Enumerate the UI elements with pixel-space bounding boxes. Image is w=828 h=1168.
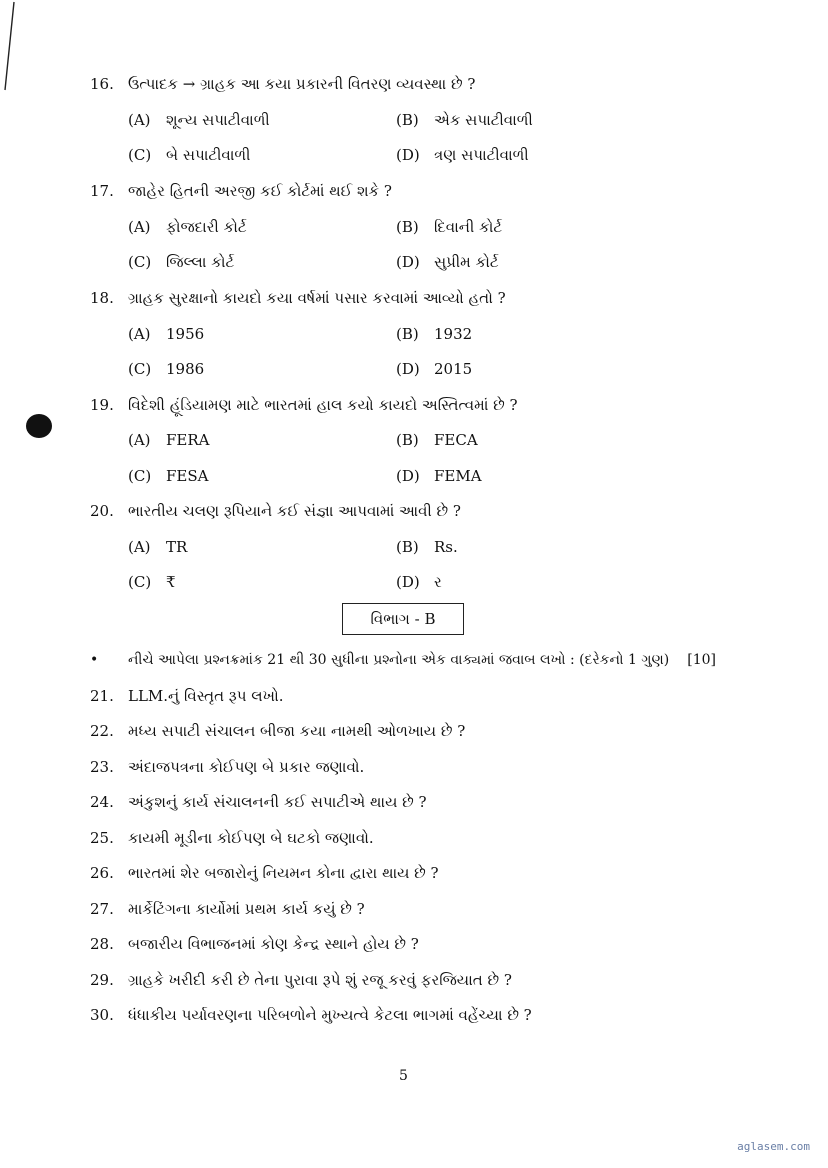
question-27 [90, 899, 730, 919]
option-label: (A) [128, 325, 151, 343]
option-label: (C) [128, 146, 152, 164]
option-text: TR [166, 538, 188, 556]
option-text: બે સપાટીવાળી [166, 146, 251, 164]
question-text: જાહેર હિતની અરજી કઈ કોર્ટમાં થઈ શકે ? [128, 182, 392, 200]
question-number: 26. [90, 864, 114, 882]
option-label: (C) [128, 467, 152, 485]
question-number: 23. [90, 758, 114, 776]
option-text: દિવાની કોર્ટ [434, 218, 503, 236]
question-number: 29. [90, 971, 114, 989]
option-text: ત્રણ સપાટીવાળી [434, 146, 529, 164]
option-text: 1932 [434, 325, 473, 343]
question-23 [90, 757, 730, 777]
question-26 [90, 863, 730, 883]
question-text: ઉત્પાદક → ગ્રાહક આ કયા પ્રકારની વિતરણ વ્યવસ્થા છે ? [128, 75, 476, 93]
question-text: વિદેશી હૂંડિયામણ માટે ભારતમાં હાલ કયો કાયદો અસ્તિત્વમાં છે ? [128, 396, 518, 414]
option-label: (A) [128, 111, 151, 129]
option-16-a [128, 110, 270, 130]
question-number: 24. [90, 793, 114, 811]
option-text: સુપ્રીમ કોર્ટ [434, 253, 499, 271]
option-text: FEMA [434, 467, 482, 485]
question-number: 30. [90, 1006, 114, 1024]
question-30 [90, 1005, 730, 1025]
question-18 [90, 288, 730, 308]
question-text: કાયમી મૂડીના કોઈપણ બે ઘટકો જણાવો. [128, 829, 374, 847]
option-17-c [128, 252, 234, 272]
option-label: (B) [396, 431, 419, 449]
option-label: (C) [128, 573, 152, 591]
option-18-c [128, 359, 204, 379]
question-22 [90, 721, 730, 741]
question-text: માર્કેટિંગના કાર્યોમાં પ્રથમ કાર્ય કયું છે ? [128, 900, 365, 918]
question-text: અંકુશનું કાર્ય સંચાલનની કઈ સપાટીએ થાય છે ? [128, 793, 427, 811]
question-number: 20. [90, 502, 114, 520]
option-text: શૂન્ય સપાટીવાળી [166, 111, 270, 129]
option-17-b [396, 217, 502, 237]
question-number: 25. [90, 829, 114, 847]
question-number: 18. [90, 289, 114, 307]
question-20 [90, 501, 730, 521]
instruction-text: નીચે આપેલા પ્રશ્નક્રમાંક 21 થી 30 સુધીના પ્રશ્નોના એક વાક્યમાં જવાબ લખો : (દરેકનો 1 ગુણ) [128, 652, 670, 668]
question-number: 16. [90, 75, 114, 93]
question-number: 17. [90, 182, 114, 200]
option-label: (D) [396, 360, 420, 378]
question-text: ભારતીય ચલણ રૂપિયાને કઈ સંજ્ઞા આપવામાં આવી છે ? [128, 502, 461, 520]
option-label: (D) [396, 573, 420, 591]
question-number: 27. [90, 900, 114, 918]
option-19-b [396, 430, 478, 450]
question-number: 22. [90, 722, 114, 740]
option-text: ₹ [166, 573, 176, 591]
bullet: • [90, 652, 99, 668]
option-text: 2015 [434, 360, 473, 378]
option-label: (A) [128, 538, 151, 556]
option-20-d [396, 572, 442, 592]
option-label: (D) [396, 146, 420, 164]
question-24 [90, 792, 730, 812]
option-label: (D) [396, 467, 420, 485]
question-number: 28. [90, 935, 114, 953]
option-17-a [128, 217, 247, 237]
question-text: ગ્રાહકે ખરીદી કરી છે તેના પુરાવા રૂપે શું રજૂ કરવું ફરજિયાત છે ? [128, 971, 512, 989]
option-16-b [396, 110, 533, 130]
watermark: aglasem.com [737, 1140, 810, 1153]
option-text: FECA [434, 431, 478, 449]
option-19-c [128, 466, 208, 486]
option-19-a [128, 430, 209, 450]
question-16 [90, 74, 730, 94]
question-text: મધ્ય સપાટી સંચાલન બીજા કયા નામથી ઓળખાય છે ? [128, 722, 466, 740]
option-20-b [396, 537, 458, 557]
punch-hole [26, 414, 52, 438]
question-29 [90, 970, 730, 990]
question-21 [90, 686, 730, 706]
option-16-d [396, 145, 529, 165]
question-number: 21. [90, 687, 114, 705]
question-17 [90, 181, 730, 201]
option-text: Rs. [434, 538, 458, 556]
question-text: ગ્રાહક સુરક્ષાનો કાયદો કયા વર્ષમાં પસાર કરવામાં આવ્યો હતો ? [128, 289, 506, 307]
option-text: એક સપાટીવાળી [434, 111, 533, 129]
option-label: (B) [396, 218, 419, 236]
option-text: જિલ્લા કોર્ટ [166, 253, 235, 271]
option-label: (B) [396, 538, 419, 556]
option-label: (B) [396, 325, 419, 343]
option-17-d [396, 252, 499, 272]
option-label: (C) [128, 360, 152, 378]
question-text: અંદાજપત્રના કોઈપણ બે પ્રકાર જણાવો. [128, 758, 365, 776]
marks-label: [10] [687, 652, 716, 668]
option-16-c [128, 145, 250, 165]
option-text: FESA [166, 467, 209, 485]
option-label: (A) [128, 431, 151, 449]
question-text: ભારતમાં શેર બજારોનું નિયમન કોના દ્વારા થાય છે ? [128, 864, 439, 882]
option-18-d [396, 359, 472, 379]
section-b-heading: વિભાગ - B [342, 603, 464, 635]
option-label: (D) [396, 253, 420, 271]
option-text: ર [434, 573, 442, 591]
question-text: ધંધાકીય પર્યાવરણના પરિબળોને મુખ્યત્વે કેટલા ભાગમાં વહેંચ્યા છે ? [128, 1006, 532, 1024]
question-25 [90, 828, 730, 848]
option-text: 1956 [166, 325, 205, 343]
option-20-c [128, 572, 176, 592]
option-label: (A) [128, 218, 151, 236]
margin-pen-mark [0, 0, 40, 100]
option-19-d [396, 466, 482, 486]
question-19 [90, 395, 730, 415]
option-text: ફોજદારી કોર્ટ [166, 218, 247, 236]
option-20-a [128, 537, 187, 557]
question-text: LLM.નું વિસ્તૃત રૂપ લખો. [128, 687, 284, 705]
question-28 [90, 934, 730, 954]
option-text: FERA [166, 431, 210, 449]
section-instruction [90, 650, 730, 670]
option-18-a [128, 324, 204, 344]
option-label: (B) [396, 111, 419, 129]
question-text: બજારીય વિભાજનમાં કોણ કેન્દ્ર સ્થાને હોય છે ? [128, 935, 419, 953]
page-number: 5 [399, 1068, 408, 1084]
option-text: 1986 [166, 360, 205, 378]
option-18-b [396, 324, 472, 344]
option-label: (C) [128, 253, 152, 271]
question-number: 19. [90, 396, 114, 414]
